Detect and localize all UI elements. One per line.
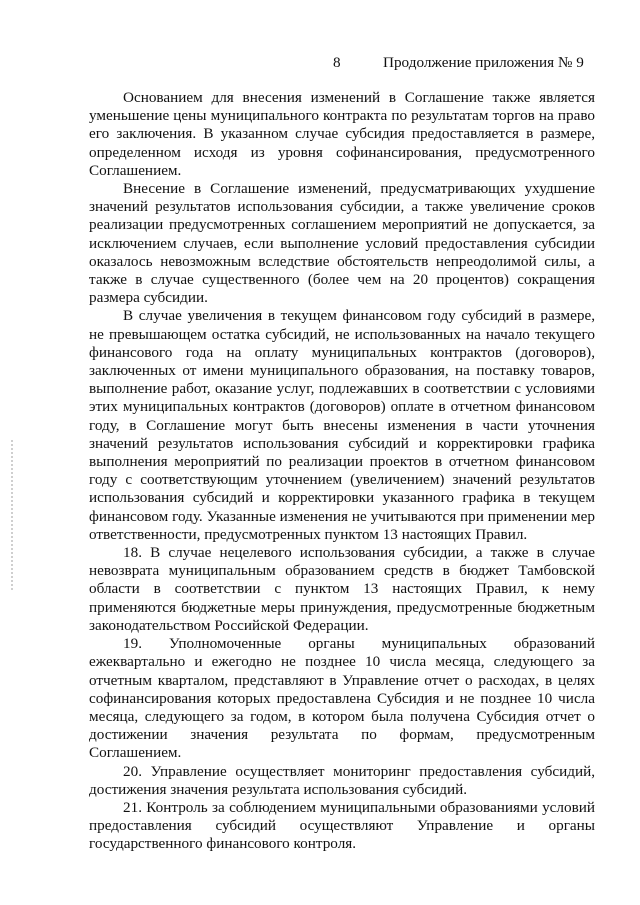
paragraph-no-worsening-of-results: Внесение в Соглашение изменений, предусматривающих ухудшение значений результатов использования субсидии, а также увеличение сроков реализации предусмотренных соглашением мероприятий не допускается, за исключением случаев, если выполнение условий предоставления субсидии оказалось невозможным вследствие обстоятельств непреодолимой силы, а также в случае существенного (более чем на 20 процентов) сокращения размера субсидии. xyxy=(89,180,595,307)
paragraph-18-misuse: 18. В случае нецелевого использования субсидии, а также в случае невозврата муниципальным образованием средств в бюджет Тамбовской области в соответствии с пунктом 13 настоящих Правил, к нему применяются бюджетные меры принуждения, предусмотренные бюджетным законодательством Российской Федерации. xyxy=(89,544,595,634)
document-body xyxy=(89,89,595,854)
page-header xyxy=(0,54,640,74)
page-number: 8 xyxy=(333,54,341,71)
paragraph-subsidy-increase: В случае увеличения в текущем финансовом году субсидий в размере, не превышающем остатка субсидий, не использованных на начало текущего финансового года на оплату муниципальных контрактов (договоров), заключенных от имени муниципального образования, на поставку товаров, выполнение работ, оказание услуг, подлежавших в соответствии с условиями этих муниципальных контрактов (договоров) оплате в отчетном финансовом году, в Соглашение могут быть внесены изменения в части уточнения значений результатов использования субсидий и корректировки графика выполнения мероприятий по реализации проектов в отчетном финансовом году с соответствующим уточнением (увеличением) значений результатов использования субсидий и корректировки указанного графика в текущем финансовом году. Указанные изменения не учитываются при применении мер ответственности, предусмотренных пунктом 13 настоящих Правил. xyxy=(89,307,595,543)
paragraph-21-control: 21. Контроль за соблюдением муниципальными образованиями условий предоставления субсидий осуществляют Управление и органы государственного финансового контроля. xyxy=(89,798,595,853)
paragraph-contract-price-reduction: Основанием для внесения изменений в Соглашение также является уменьшение цены муниципального контракта по результатам торгов на право его заключения. В указанном случае субсидия предоставляется в размере, определенном исходя из уровня софинансирования, предусмотренного Соглашением. xyxy=(89,89,595,179)
appendix-continuation-label: Продолжение приложения № 9 xyxy=(383,54,584,71)
paragraph-19-reporting: 19. Уполномоченные органы муниципальных образований ежеквартально и ежегодно не позднее 10 числа месяца, следующего за отчетным кварталом, представляют в Управление отчет о расходах, в целях софинансирования которых предоставлена Субсидия и не позднее 10 числа месяца, следующего за годом, в котором была получена Субсидия отчет о достижении значения результата по формам, предусмотренным Соглашением. xyxy=(89,635,595,762)
binding-margin-mark xyxy=(11,440,15,590)
paragraph-20-monitoring: 20. Управление осуществляет мониторинг предоставления субсидий, достижения значения результата использования субсидий. xyxy=(89,762,595,798)
